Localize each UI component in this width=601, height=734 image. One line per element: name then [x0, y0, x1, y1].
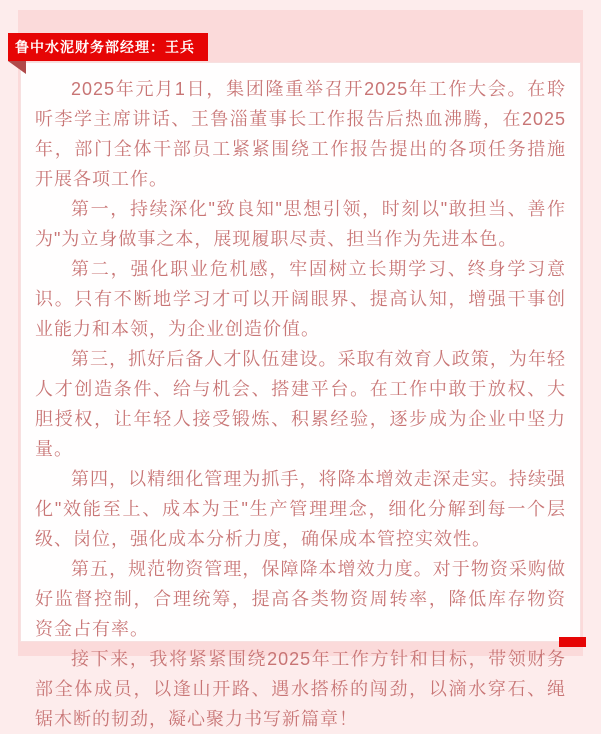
ribbon-fold-icon — [8, 61, 26, 74]
paragraph-closing: 接下来，我将紧紧围绕2025年工作方针和目标，带领财务部全体成员，以逢山开路、遇水搭桥的闯劲，以滴水穿石、绳锯木断的韧劲，凝心聚力书写新篇章！ — [35, 649, 566, 729]
paragraph-fifth: 第五，规范物资管理，保障降本增效力度。对于物资采购做好监督控制，合理统筹，提高各类物资周转率，降低库存物资资金占有率。 — [35, 559, 566, 639]
article-body — [21, 63, 580, 734]
paragraph-second: 第二，强化职业危机感，牢固树立长期学习、终身学习意识。只有不断地学习才可以开阔眼界、提高认知，增强干事创业能力和本领，为企业创造价值。 — [35, 259, 566, 339]
paragraph-intro: 2025年元月1日，集团隆重举召开2025年工作大会。在聆听李学主席讲话、王鲁淄董事长工作报告后热血沸腾，在2025年，部门全体干部员工紧紧围绕工作报告提出的各项任务措施开展各项工作。 — [35, 79, 566, 189]
paragraph-fourth: 第四，以精细化管理为抓手，将降本增效走深走实。持续强化"效能至上、成本为王"生产管理理念，细化分解到每一个层级、岗位，强化成本分析力度，确保成本管控实效性。 — [35, 469, 566, 549]
paragraph-first: 第一，持续深化"致良知"思想引领，时刻以"敢担当、善作为"为立身做事之本，展现履职尽责、担当作为先进本色。 — [35, 199, 566, 249]
author-badge — [8, 33, 208, 61]
author-badge-label: 鲁中水泥财务部经理：王兵 — [15, 39, 195, 55]
paragraph-third: 第三，抓好后备人才队伍建设。采取有效育人政策，为年轻人才创造条件、给与机会、搭建平台。在工作中敢于放权、大胆授权，让年轻人接受锻炼、积累经验，逐步成为企业中坚力量。 — [35, 349, 566, 459]
red-end-marker — [559, 637, 586, 647]
article-card — [20, 62, 581, 729]
